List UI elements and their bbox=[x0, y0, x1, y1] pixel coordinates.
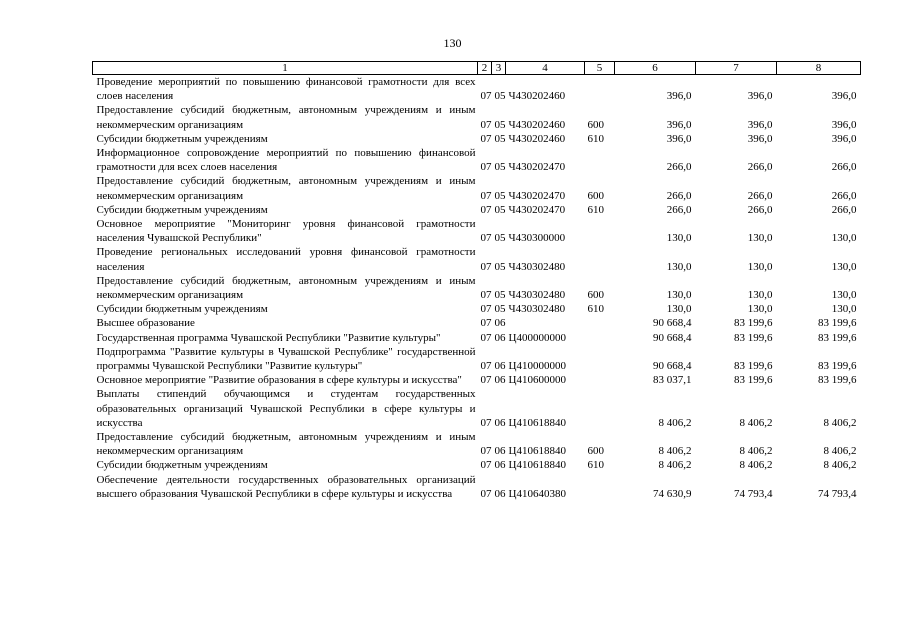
row-amount-2: 396,0 bbox=[747, 118, 773, 131]
table-row bbox=[93, 331, 861, 345]
row-amount-1: 130,0 bbox=[666, 289, 692, 302]
table-row bbox=[93, 345, 861, 373]
column-header-subsection: 3 bbox=[492, 62, 506, 75]
row-amount-3: 83 199,6 bbox=[818, 317, 857, 330]
row-target-article: Ч430202470 bbox=[508, 189, 566, 202]
row-amount-2: 130,0 bbox=[747, 303, 773, 316]
row-name: Субсидии бюджетным учреждениям bbox=[96, 459, 268, 472]
row-name: Субсидии бюджетным учреждениям bbox=[96, 303, 268, 316]
row-amount-2: 83 199,6 bbox=[734, 374, 773, 387]
row-target-article bbox=[506, 316, 585, 330]
row-expense-type bbox=[585, 373, 615, 387]
row-subsection: 05 bbox=[494, 260, 506, 273]
row-subsection: 05 bbox=[494, 90, 506, 103]
table-row bbox=[93, 132, 861, 146]
row-amount-3: 130,0 bbox=[831, 289, 857, 302]
row-amount-3: 8 406,2 bbox=[823, 445, 857, 458]
table-row bbox=[93, 430, 861, 458]
row-subsection: 06 bbox=[494, 459, 506, 472]
row-subsection: 05 bbox=[494, 132, 506, 145]
row-section: 07 bbox=[480, 445, 492, 458]
row-amount-1: 396,0 bbox=[666, 90, 692, 103]
table-row bbox=[93, 103, 861, 131]
page-number: 130 bbox=[443, 36, 462, 50]
row-expense-type: 610 bbox=[587, 459, 604, 472]
row-amount-1: 266,0 bbox=[666, 189, 692, 202]
row-amount-2: 83 199,6 bbox=[734, 317, 773, 330]
row-name: Подпрограмма "Развитие культуры в Чувашской Республике" государственной программы Чувашской Республики "Развитие культуры" bbox=[96, 345, 476, 373]
row-section: 07 bbox=[480, 132, 492, 145]
row-target-article: Ч430302480 bbox=[508, 260, 566, 273]
row-amount-1: 90 668,4 bbox=[653, 317, 692, 330]
column-header-amount-1: 6 bbox=[615, 62, 696, 75]
row-expense-type: 600 bbox=[587, 118, 604, 131]
column-header-expense-type: 5 bbox=[585, 62, 615, 75]
row-target-article: Ч430202460 bbox=[508, 132, 566, 145]
row-name: Информационное сопровождение мероприятий по повышению финансовой грамотности для всех слоев населения bbox=[96, 147, 476, 174]
table-row bbox=[93, 174, 861, 202]
row-subsection: 05 bbox=[494, 161, 506, 174]
row-amount-1: 130,0 bbox=[666, 232, 692, 245]
row-target-article: Ц410618840 bbox=[508, 416, 566, 429]
row-amount-1: 266,0 bbox=[666, 161, 692, 174]
row-target-article: Ч430302480 bbox=[508, 303, 566, 316]
row-amount-3: 83 199,6 bbox=[818, 374, 857, 387]
row-subsection: 05 bbox=[494, 189, 506, 202]
row-section: 07 bbox=[480, 374, 492, 387]
row-subsection: 05 bbox=[494, 303, 506, 316]
row-amount-2: 130,0 bbox=[747, 260, 773, 273]
row-expense-type bbox=[585, 331, 615, 345]
row-section: 07 bbox=[480, 90, 492, 103]
row-expense-type bbox=[585, 217, 615, 245]
row-target-article: Ц410000000 bbox=[508, 360, 566, 373]
table-row bbox=[93, 245, 861, 273]
row-amount-3: 266,0 bbox=[831, 203, 857, 216]
row-expense-type: 600 bbox=[587, 189, 604, 202]
row-name: Субсидии бюджетным учреждениям bbox=[96, 203, 268, 216]
row-target-article: Ц410618840 bbox=[508, 459, 566, 472]
row-name: Предоставление субсидий бюджетным, автономным учреждениям и иным некоммерческим организациям bbox=[96, 104, 476, 131]
row-amount-3: 396,0 bbox=[831, 118, 857, 131]
row-expense-type bbox=[585, 387, 615, 430]
row-amount-2: 83 199,6 bbox=[734, 331, 773, 344]
row-expense-type bbox=[585, 473, 615, 501]
row-subsection: 06 bbox=[494, 331, 506, 344]
row-expense-type: 610 bbox=[587, 203, 604, 216]
row-section: 07 bbox=[480, 416, 492, 429]
row-target-article: Ч430300000 bbox=[508, 232, 566, 245]
row-amount-2: 130,0 bbox=[747, 289, 773, 302]
row-subsection: 05 bbox=[494, 118, 506, 131]
row-amount-1: 74 630,9 bbox=[653, 487, 692, 500]
table-row bbox=[93, 302, 861, 316]
row-target-article: Ч430202470 bbox=[508, 203, 566, 216]
row-section: 07 bbox=[480, 289, 492, 302]
row-target-article: Ц410600000 bbox=[508, 374, 566, 387]
row-amount-3: 74 793,4 bbox=[818, 487, 857, 500]
row-name: Субсидии бюджетным учреждениям bbox=[96, 132, 268, 145]
row-expense-type: 600 bbox=[587, 289, 604, 302]
table-row bbox=[93, 146, 861, 174]
row-amount-2: 266,0 bbox=[747, 161, 773, 174]
row-expense-type: 600 bbox=[587, 445, 604, 458]
row-amount-3: 396,0 bbox=[831, 90, 857, 103]
row-target-article: Ч430302480 bbox=[508, 289, 566, 302]
row-section: 07 bbox=[480, 161, 492, 174]
row-target-article: Ч430202460 bbox=[508, 118, 566, 131]
row-name: Основное мероприятие "Мониторинг уровня финансовой грамотности населения Чувашской Республики" bbox=[96, 218, 476, 245]
row-name: Проведение региональных исследований уровня финансовой грамотности населения bbox=[96, 246, 476, 273]
row-expense-type bbox=[585, 245, 615, 273]
row-amount-1: 8 406,2 bbox=[658, 459, 692, 472]
table-row bbox=[93, 387, 861, 430]
row-subsection: 05 bbox=[494, 232, 506, 245]
row-amount-3: 266,0 bbox=[831, 161, 857, 174]
row-subsection: 06 bbox=[494, 445, 506, 458]
row-amount-1: 396,0 bbox=[666, 132, 692, 145]
row-expense-type bbox=[585, 146, 615, 174]
row-amount-3: 396,0 bbox=[831, 132, 857, 145]
row-amount-2: 74 793,4 bbox=[734, 487, 773, 500]
row-section: 07 bbox=[480, 203, 492, 216]
row-amount-3: 83 199,6 bbox=[818, 331, 857, 344]
row-expense-type: 610 bbox=[587, 303, 604, 316]
column-header-target-article: 4 bbox=[506, 62, 585, 75]
table-header-row bbox=[93, 62, 861, 75]
row-subsection: 06 bbox=[494, 360, 506, 373]
row-amount-3: 8 406,2 bbox=[823, 459, 857, 472]
row-section: 07 bbox=[480, 118, 492, 131]
row-amount-1: 130,0 bbox=[666, 260, 692, 273]
row-amount-3: 266,0 bbox=[831, 189, 857, 202]
row-name: Государственная программа Чувашской Республики "Развитие культуры" bbox=[96, 331, 441, 344]
row-amount-1: 83 037,1 bbox=[653, 374, 692, 387]
row-expense-type bbox=[585, 316, 615, 330]
row-amount-1: 396,0 bbox=[666, 118, 692, 131]
row-name: Основное мероприятие "Развитие образования в сфере культуры и искусства" bbox=[96, 374, 462, 387]
row-name: Предоставление субсидий бюджетным, автономным учреждениям и иным некоммерческим организациям bbox=[96, 274, 476, 302]
row-amount-3: 8 406,2 bbox=[823, 416, 857, 429]
row-name: Проведение мероприятий по повышению финансовой грамотности для всех слоев населения bbox=[96, 76, 476, 103]
row-amount-2: 396,0 bbox=[747, 132, 773, 145]
row-target-article: Ц410618840 bbox=[508, 445, 566, 458]
row-name: Предоставление субсидий бюджетным, автономным учреждениям и иным некоммерческим организациям bbox=[96, 431, 476, 458]
row-name: Предоставление субсидий бюджетным, автономным учреждениям и иным некоммерческим организациям bbox=[96, 175, 476, 202]
row-section: 07 bbox=[480, 487, 492, 500]
row-amount-1: 90 668,4 bbox=[653, 331, 692, 344]
table-row bbox=[93, 274, 861, 302]
row-name: Обеспечение деятельности государственных образовательных организаций высшего образования Чувашской Республики в сфере культуры и искусства bbox=[96, 473, 476, 500]
row-section: 07 bbox=[480, 317, 492, 330]
row-target-article: Ч430202460 bbox=[508, 90, 566, 103]
row-amount-2: 130,0 bbox=[747, 232, 773, 245]
row-subsection: 05 bbox=[494, 289, 506, 302]
row-section: 07 bbox=[480, 232, 492, 245]
row-target-article: Ц410640380 bbox=[508, 487, 566, 500]
row-subsection: 06 bbox=[494, 374, 506, 387]
row-section: 07 bbox=[480, 360, 492, 373]
row-target-article: Ч430202470 bbox=[508, 161, 566, 174]
row-amount-1: 8 406,2 bbox=[658, 416, 692, 429]
budget-table bbox=[92, 61, 861, 501]
row-amount-3: 130,0 bbox=[831, 303, 857, 316]
row-amount-1: 130,0 bbox=[666, 303, 692, 316]
row-section: 07 bbox=[480, 189, 492, 202]
table-row bbox=[93, 203, 861, 217]
table-row bbox=[93, 458, 861, 472]
table-body bbox=[93, 75, 861, 502]
row-name: Выплаты стипендий обучающимся и студентам государственных образовательных организаций Чувашской Республики в сфере культуры и искусства bbox=[96, 388, 476, 429]
row-amount-2: 8 406,2 bbox=[739, 445, 773, 458]
row-amount-3: 83 199,6 bbox=[818, 360, 857, 373]
row-amount-2: 8 406,2 bbox=[739, 459, 773, 472]
row-amount-3: 130,0 bbox=[831, 260, 857, 273]
row-amount-2: 8 406,2 bbox=[739, 416, 773, 429]
row-subsection: 06 bbox=[494, 317, 506, 330]
row-amount-1: 8 406,2 bbox=[658, 445, 692, 458]
table-row bbox=[93, 75, 861, 104]
row-expense-type: 610 bbox=[587, 132, 604, 145]
table-row bbox=[93, 316, 861, 330]
row-amount-1: 90 668,4 bbox=[653, 360, 692, 373]
row-subsection: 05 bbox=[494, 203, 506, 216]
row-name: Высшее образование bbox=[96, 317, 195, 330]
row-amount-2: 266,0 bbox=[747, 189, 773, 202]
row-subsection: 06 bbox=[494, 487, 506, 500]
row-amount-3: 130,0 bbox=[831, 232, 857, 245]
row-section: 07 bbox=[480, 331, 492, 344]
column-header-section: 2 bbox=[478, 62, 492, 75]
table-row bbox=[93, 217, 861, 245]
table-row bbox=[93, 373, 861, 387]
row-amount-2: 83 199,6 bbox=[734, 360, 773, 373]
row-amount-2: 266,0 bbox=[747, 203, 773, 216]
row-expense-type bbox=[585, 345, 615, 373]
row-section: 07 bbox=[480, 459, 492, 472]
row-amount-1: 266,0 bbox=[666, 203, 692, 216]
row-target-article: Ц400000000 bbox=[508, 331, 566, 344]
row-subsection: 06 bbox=[494, 416, 506, 429]
table-row bbox=[93, 473, 861, 501]
row-section: 07 bbox=[480, 303, 492, 316]
column-header-amount-3: 8 bbox=[777, 62, 861, 75]
row-expense-type bbox=[585, 75, 615, 104]
row-amount-2: 396,0 bbox=[747, 90, 773, 103]
column-header-name: 1 bbox=[93, 62, 478, 75]
row-section: 07 bbox=[480, 260, 492, 273]
column-header-amount-2: 7 bbox=[696, 62, 777, 75]
